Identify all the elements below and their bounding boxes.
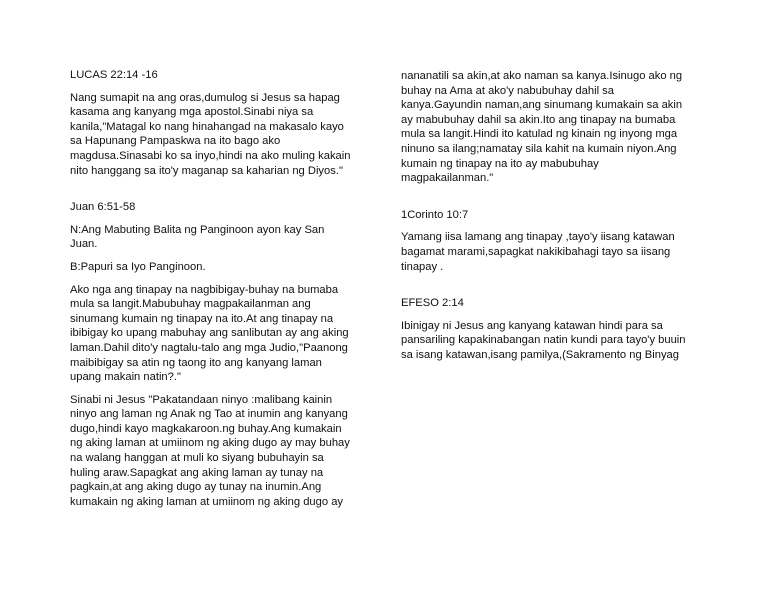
juan-passage-1: Ako nga ang tinapay na nagbibigay-buhay na bumaba mula sa langit.Mabubuhay magpakailanman ang sinumang kumain ng tinapay na ito.At ang tinapay na ibibigay ko upang mabuhay ang sanlibutan ay ang aking laman.Dahil dito'y nagtalu-talo ang mga Judio,"Paanong maibibigay sa atin ng taong ito ang kanyang laman upang makain natin?." [70,283,349,384]
juan-response: B:Papuri sa Iyo Panginoon. [70,260,206,273]
juan-intro: N:Ang Mabuting Balita ng Panginoon ayon kay San Juan. [70,223,325,251]
corinto-passage: Yamang iisa lamang ang tinapay ,tayo'y iisang katawan bagamat marami,sapagkat nakikibahagi tayo sa iisang tinapay . [401,231,675,273]
lucas-passage: Nang sumapit na ang oras,dumulog si Jesus sa hapag kasama ang kanyang mga apostol.Sinabi niya sa kanila,"Matagal ko nang hinahangad na makasalo kayo sa Hapunang Pampaskwa na ito bago ako magdusa.Sinasabi ko sa inyo,hindi na ako muling kakain nito hanggang sa ito'y maganap sa kaharian ng Diyos." [70,91,351,177]
corinto-heading: 1Corinto 10:7 [401,208,469,221]
efeso-passage: Ibinigay ni Jesus ang kanyang katawan hindi para sa pansariling kapakinabangan natin kundi para tayo'y buuin sa isang katawan,isang pamilya,(Sakramento ng Binyag [401,319,686,361]
juan-passage-2: Sinabi ni Jesus "Pakatandaan ninyo :malibang kainin ninyo ang laman ng Anak ng Tao at inumin ang kanyang dugo,hindi kayo magkakaroon.ng buhay.Ang kumakain ng aking laman at umiinom ng aking dugo ay may buhay na walang hanggan at muli ko siyang bubuhayin sa huling araw.Sapagkat ang aking laman ay tunay na pagkain,at ang aking dugo ay tunay na inumin.Ang kumakain ng aking laman at umiinom ng aking dugo ay [70,393,350,508]
left-column [70,68,370,509]
efeso-heading: EFESO 2:14 [401,297,464,310]
lucas-heading: LUCAS 22:14 -16 [70,69,158,81]
right-column [401,69,701,363]
juan-heading: Juan 6:51-58 [70,201,136,214]
juan-passage-continued: nananatili sa akin,at ako naman sa kanya.Isinugo ako ng buhay na Ama at ako'y nabubuhay dahil sa kanya.Gayundin naman,ang sinumang kumakain sa akin ay mabubuhay dahil sa akin.Ito ang tinapay na bumaba mula sa langit.Hindi ito katulad ng kinain ng inyong mga ninuno sa ilang;namatay sila kahit na kumain niyon.Ang kumain ng tinapay na ito ay mabubuhay magpakailanman." [401,70,683,185]
